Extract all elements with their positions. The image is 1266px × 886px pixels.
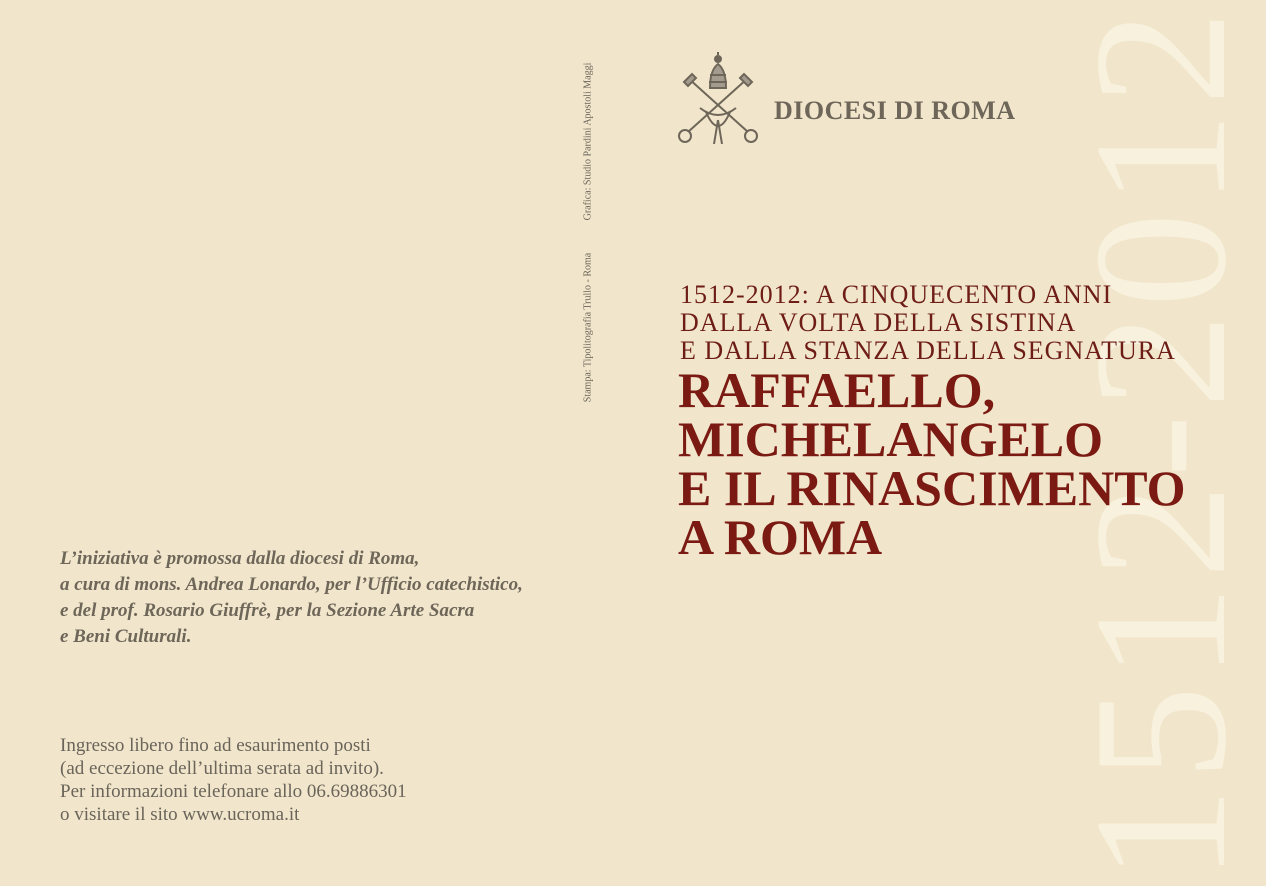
subtitle-line: DALLA VOLTA DELLA SISTINA (680, 308, 1077, 337)
credit-grafica: Grafica: Studio Pardini Apostoli Maggi (582, 62, 594, 221)
info-line: Ingresso libero fino ad esaurimento posti (60, 735, 371, 756)
credit-stampa: Stampa: Tipolitografia Trullo - Roma (582, 252, 594, 403)
main-title-line: A ROMA (678, 509, 883, 565)
year-watermark-text: 1512-2012 (1056, 4, 1266, 882)
promo-line: e Beni Culturali. (60, 626, 192, 647)
promo-line: e del prof. Rosario Giuffrè, per la Sezione Arte Sacra (60, 600, 475, 621)
main-title-line: E IL RINASCIMENTO (678, 460, 1186, 516)
diocese-title: DIOCESI DI ROMA (774, 96, 1016, 125)
main-title-line: RAFFAELLO, (678, 362, 996, 418)
subtitle-line: 1512-2012: A CINQUECENTO ANNI (680, 280, 1113, 309)
main-title (678, 362, 1186, 565)
main-title-line: MICHELANGELO (678, 411, 1104, 467)
promo-paragraph (60, 546, 523, 650)
info-line: o visitare il sito www.ucroma.it (60, 804, 300, 825)
subtitle (680, 281, 1176, 365)
subtitle-line: E DALLA STANZA DELLA SEGNATURA (680, 336, 1176, 365)
info-paragraph (60, 734, 407, 826)
promo-line: a cura di mons. Andrea Lonardo, per l’Ufficio catechistico, (60, 574, 523, 595)
papal-keys-tiara-emblem-icon (670, 50, 766, 150)
info-line: Per informazioni telefonare allo 06.69886301 (60, 781, 407, 802)
info-line: (ad eccezione dell’ultima serata ad invito). (60, 758, 384, 779)
promo-line: L’iniziativa è promossa dalla diocesi di Roma, (60, 548, 420, 569)
